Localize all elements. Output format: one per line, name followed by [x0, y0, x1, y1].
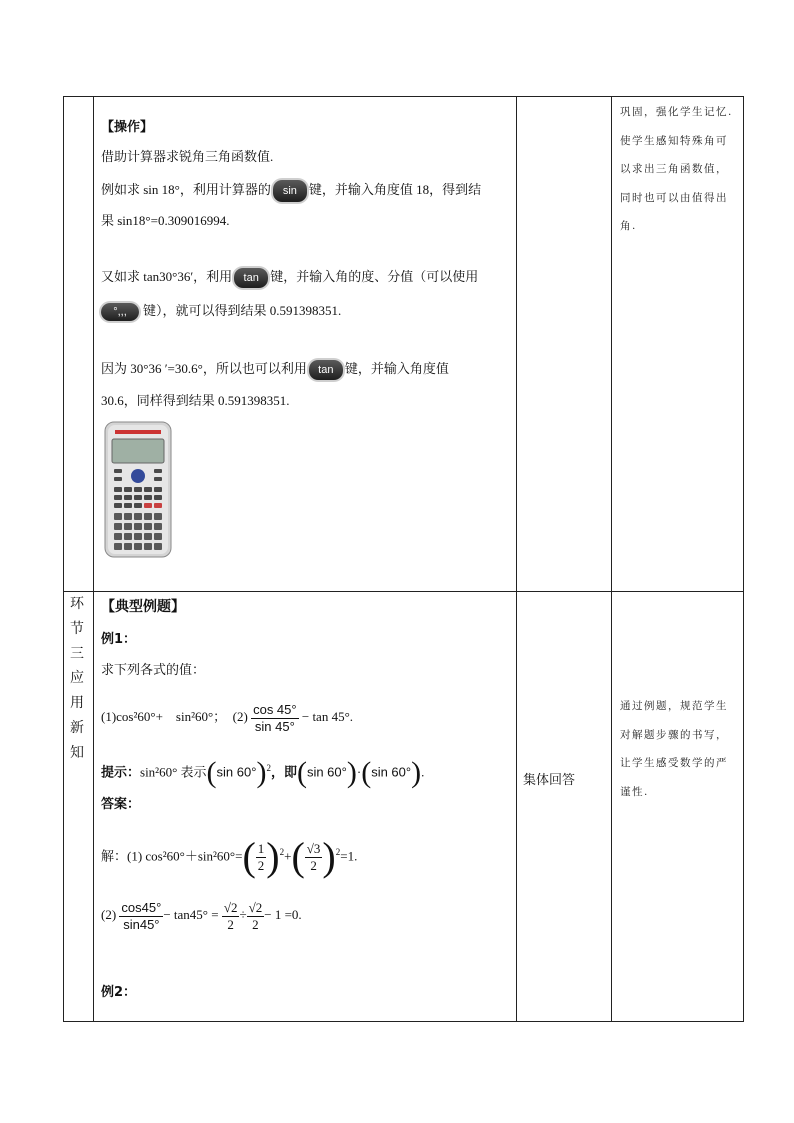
stage-label: 环节三应用新知 [70, 596, 84, 761]
sol1-sq-1: 2 [279, 847, 285, 857]
hint-mid: ，即 [270, 764, 297, 780]
table-top-border [63, 96, 744, 97]
col-border-1 [93, 96, 94, 1022]
ops-line-3: 果 sin18°=0.309016994. [101, 213, 230, 228]
sol2-end: − 1 =0. [264, 907, 302, 922]
q2-num: cos 45° [253, 701, 297, 717]
ops-line-4a: 又如求 tan30°36′，利用 [101, 268, 233, 284]
left-paren-icon: ( [206, 756, 217, 790]
sol1-text: 解：(1) cos²60°＋sin²60°= [101, 848, 243, 864]
hint-line [101, 752, 424, 789]
ops-line-5-text: 键），就可以得到结果 0.591398351. [143, 303, 342, 318]
sol1-f1-num: 1 [257, 840, 265, 856]
answer-label: 答案： [101, 797, 141, 812]
ops-line-1: 借助计算器求锐角三角函数值. [101, 149, 274, 164]
sol1-end: =1. [340, 848, 358, 864]
table-bottom-border [63, 1021, 744, 1022]
solution-2 [101, 895, 302, 935]
sol2-f-den-1: 2 [227, 916, 234, 932]
ops-heading: 【操作】 [101, 120, 154, 135]
left-paren-icon-2: ( [296, 756, 307, 790]
hint-text: sin²60° 表示 [140, 764, 207, 780]
right-paren-icon-4: ) [266, 834, 280, 880]
ops-line-2 [101, 180, 481, 202]
example-1-label: 例1： [101, 632, 137, 647]
left-paren-icon-5: ( [291, 834, 305, 880]
sol1-f2-num: √3 [306, 840, 321, 856]
col-border-2 [516, 96, 517, 1022]
ops-line-6b: 键，并输入角度值 [344, 360, 449, 376]
ops-line-4b: 键，并输入角的度、分值（可以使用 [270, 268, 479, 284]
example-1-prompt: 求下列各式的值： [101, 663, 206, 678]
ops-line-2b: 键，并输入角度值 18，得到结 [308, 181, 482, 197]
tan-key-icon: tan [234, 268, 268, 288]
q1-text: (1)cos²60°+ sin²60°； (2) [101, 709, 248, 724]
ops-line-4 [101, 268, 478, 288]
sol2-prefix: (2) [101, 907, 117, 922]
hint-label: 提示： [101, 765, 141, 781]
right-paren-icon-3: ) [411, 756, 422, 790]
calculator-image [103, 421, 173, 558]
col-border-4 [743, 96, 744, 1022]
right-paren-icon-5: ) [322, 834, 336, 880]
ops-line-6 [101, 360, 449, 380]
sol2-div: ÷ [239, 907, 247, 922]
example-1-question [101, 700, 353, 735]
right-paren-icon-2: ) [346, 756, 357, 790]
sol2-mid: − tan45° = [163, 907, 219, 922]
row-divider [63, 591, 744, 592]
sol2-fraction [119, 900, 163, 933]
note-examples: 通过例题，规范学生对解题步骤的书写，让学生感受数学的严谨性. [620, 700, 728, 798]
sol2-f-num-1: √2 [223, 899, 238, 915]
sol1-sq-2: 2 [335, 847, 341, 857]
sol1-f1-den: 2 [257, 857, 265, 873]
examples-heading: 【典型例题】 [101, 599, 185, 615]
ops-line-5 [101, 303, 341, 321]
hint-inner-1: sin 60° [216, 764, 257, 780]
example-2-label: 例2： [101, 985, 137, 1000]
hint-end: . [421, 764, 425, 780]
hint-inner-3: sin 60° [371, 764, 412, 780]
q2-den: sin 45° [254, 718, 295, 734]
col-border-3 [611, 96, 612, 1022]
sol1-plus: + [284, 848, 292, 864]
ops-line-2a: 例如求 sin 18°，利用计算器的 [101, 181, 271, 197]
sol2-f-den-2: 2 [252, 916, 259, 932]
sol1-f2-den: 2 [310, 857, 317, 873]
sol2-sqrt-fraction-1 [222, 900, 240, 933]
hint-dot: · [356, 764, 362, 780]
hint-square: 2 [266, 763, 271, 773]
tan-key-icon-2: tan [309, 360, 343, 380]
sol1-fraction-1 [256, 841, 267, 874]
hint-inner-2: sin 60° [306, 764, 347, 780]
q2-tail: − tan 45°. [301, 709, 354, 724]
sol2-den: sin45° [123, 916, 160, 932]
sol2-f-num-2: √2 [248, 899, 263, 915]
note-consolidate: 巩固，强化学生记忆.使学生感知特殊角可以求出三角函数值，同时也可以由值得出角. [620, 106, 733, 232]
q2-fraction [251, 702, 299, 735]
sol2-sqrt-fraction-2 [247, 900, 265, 933]
solution-1 [101, 828, 357, 880]
left-paren-icon-4: ( [242, 834, 256, 880]
ops-line-7: 30.6，同样得到结果 0.591398351. [101, 393, 290, 408]
sol2-num: cos45° [121, 899, 162, 915]
activity-cell: 集体回答 [523, 773, 576, 788]
sin-key-icon: sin [273, 180, 307, 202]
ops-line-6a: 因为 30°36 ′=30.6°，所以也可以利用 [101, 360, 307, 376]
dms-key-icon: °,,, [101, 303, 139, 321]
right-paren-icon: ) [256, 756, 267, 790]
sol1-fraction-2 [305, 841, 323, 874]
col-border-0 [63, 96, 64, 1022]
left-paren-icon-3: ( [361, 756, 372, 790]
